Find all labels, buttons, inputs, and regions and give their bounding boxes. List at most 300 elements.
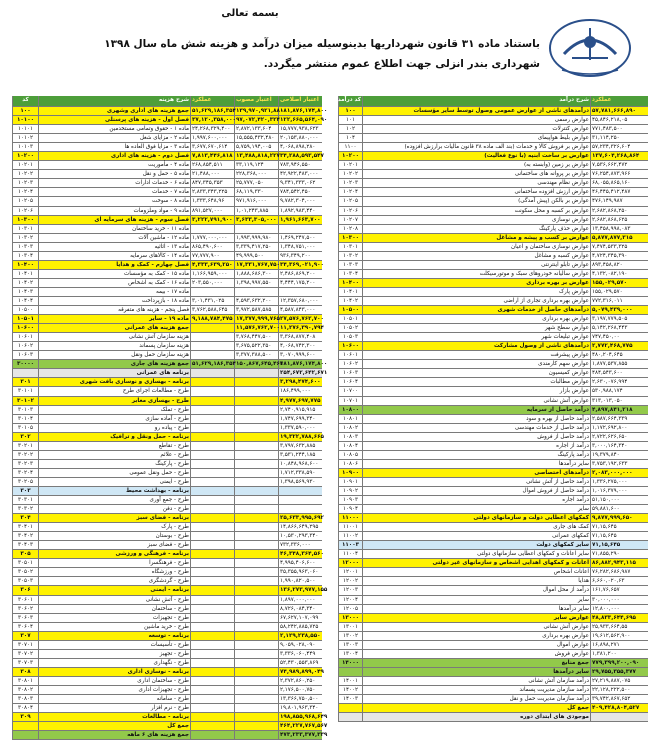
income-row xyxy=(338,270,648,279)
expense-actual-cell xyxy=(190,351,234,359)
income-amount-cell: ۲۷,۲۱۹,۸۸۷,۰۷۵ xyxy=(590,677,648,685)
expense-row xyxy=(12,424,322,433)
expense-approved-cell xyxy=(234,559,278,567)
expense-col-desc: شرح هزینه xyxy=(38,96,190,106)
income-amount-cell: ۵۹,۸۸۱,۶۰۰ xyxy=(590,505,648,513)
income-amount-cell: ۹,۸۷۷,۹۹۹,۶۵۰ xyxy=(590,514,648,522)
expense-actual-cell xyxy=(190,478,234,486)
municipality-logo-icon xyxy=(542,14,638,80)
expense-actual-cell: ۳,۶۷۷,۶۷۰,۶۱۴ xyxy=(190,143,234,151)
income-code-cell: ۱۰۲۰۵ xyxy=(338,197,362,205)
income-code-cell: ۱۰۹۰۳ xyxy=(338,496,362,504)
expense-desc-cell: طرح - آتش نشانی xyxy=(38,596,190,604)
expense-code-cell: ۳۰۳ xyxy=(12,487,38,495)
income-row xyxy=(338,713,648,722)
income-row xyxy=(338,568,648,577)
expense-approved-cell xyxy=(234,650,278,658)
expense-row xyxy=(12,351,322,360)
expense-revised-cell: ۱,۳۹۸,۵۶۹,۹۳۰ xyxy=(278,478,322,486)
income-code-cell: ۱۴۰۰۳ xyxy=(338,695,362,703)
expense-approved-cell xyxy=(234,659,278,667)
income-amount-cell: ۴,۸۹۷,۸۴۱,۲۱۸ xyxy=(590,406,648,414)
income-desc-cell: عوارض آتش نشانی xyxy=(362,397,590,405)
expense-desc-cell: طرح - بوستان xyxy=(38,532,190,540)
expense-actual-cell: ۲۱,۴۸۸,۰۰۰ xyxy=(190,170,234,178)
expense-revised-cell: ۳,۰۷۰,۹۹۹,۶۰۰ xyxy=(278,351,322,359)
expense-actual-cell xyxy=(190,614,234,622)
expense-approved-cell: ۳,۶۳۳,۳۰۵,۰۰۰ xyxy=(236,216,277,223)
expense-approved-cell xyxy=(234,586,278,594)
income-table xyxy=(338,96,648,722)
income-amount-cell: ۵,۸۷۷,۸۷۷,۳۱۵ xyxy=(590,234,648,242)
income-desc-cell: عوارض تبلیغات شهر xyxy=(362,333,590,341)
expense-approved-cell: ۱,۰۱,۲۴۳,۸۸۵ xyxy=(234,207,278,215)
income-row xyxy=(338,297,648,306)
income-row xyxy=(338,143,648,152)
income-desc-cell: درآمد سازمان آتش نشانی xyxy=(362,677,590,685)
expense-row xyxy=(12,722,328,731)
expense-code-cell: ۳۰۵ xyxy=(12,550,38,558)
expense-revised-cell: ۹,۰۵۹,۰۲۸,۰۹۰ xyxy=(278,641,322,649)
expense-row xyxy=(12,216,322,225)
expense-code-cell: ۳۰۳۰۲ xyxy=(12,505,38,513)
income-row xyxy=(338,161,648,170)
income-code-cell: ۱۰۸۰۵ xyxy=(338,451,362,459)
income-row xyxy=(338,360,648,369)
expense-desc-cell: طرح - فضای سبز xyxy=(38,541,190,549)
income-desc-cell: عوارض نوسازی xyxy=(362,216,590,224)
income-code-cell: ۱۰۱ xyxy=(338,116,362,124)
expense-approved-cell: ۲,۸۷۲,۱۳۳,۶۰۴ xyxy=(234,125,278,133)
income-row xyxy=(338,605,648,614)
expense-revised-cell: ۴۶,۳۴۸,۳۶۴,۵۶۰ xyxy=(280,551,324,558)
expense-actual-cell xyxy=(190,433,234,441)
income-amount-cell: ۵,۱۴۲,۲۶۸,۴۴۳ xyxy=(590,324,648,332)
income-amount-cell: ۴۵,۸۴۶,۲۱۸,۰۵ xyxy=(590,116,648,124)
income-row xyxy=(338,207,648,216)
expense-code-cell: ۱۰۱۰۱ xyxy=(12,125,38,133)
expense-actual-cell xyxy=(190,659,234,667)
expense-code-cell: ۱۰۳۰۱ xyxy=(12,225,38,233)
income-code-cell: ۱۰۲۰۰ xyxy=(338,152,362,160)
expense-row xyxy=(12,306,322,315)
income-desc-cell: اعانات اشخاص xyxy=(362,568,590,576)
expense-actual-cell xyxy=(190,288,234,296)
income-amount-cell: ۴۸۴,۵۴۳,۶۰۰ xyxy=(590,369,648,377)
expense-desc-cell: طرح - پارکینگ xyxy=(38,460,190,468)
income-desc-cell: درآمد حاصل از بهره و سود xyxy=(362,415,590,423)
expense-code-cell: ۳۰۶۰۱ xyxy=(12,596,38,604)
expense-revised-cell xyxy=(278,496,322,504)
expense-revised-cell: ۱۴,۸۶۶,۶۴۹,۲۹۵ xyxy=(278,523,322,531)
expense-approved-cell: ۹۷,۰۷۲,۴۲۰,۳۲۴ xyxy=(236,117,280,124)
income-amount-cell: ۱,۳۳۶,۲۷۵,۰۰۰ xyxy=(590,478,648,486)
income-row xyxy=(338,179,648,188)
expense-approved-cell: ۱,۹۹۳,۹۹۹,۹۸۰ xyxy=(234,234,278,242)
income-amount-cell: ۷,۵۳۶,۶۶۲,۴۷۲ xyxy=(590,161,648,169)
income-desc-cell: درآمد حاصل از سرمایه xyxy=(362,406,590,414)
income-code-cell: ۱۳۰۰۴ xyxy=(338,650,362,658)
expense-desc-cell: ماده ۵ - حمل و نقل xyxy=(38,170,190,178)
expense-approved-cell xyxy=(234,641,278,649)
income-desc-cell: عوارض سایر xyxy=(362,614,590,622)
expense-revised-cell: ۳۴,۳۶۹,۰۲۱,۹۰۰ xyxy=(280,261,324,268)
expense-code-cell xyxy=(12,731,38,739)
expense-row xyxy=(12,532,322,541)
expense-actual-cell: ۹,۱۸۸,۷۸۴,۴۷۵ xyxy=(192,316,233,323)
expense-desc-cell: برنامه - ایمنی xyxy=(38,586,190,594)
expense-approved-cell: ۳,۳۷۷,۳۸۸,۵۰۰ xyxy=(234,351,278,359)
expense-approved-cell xyxy=(234,378,278,386)
expense-actual-cell xyxy=(190,333,234,341)
expense-revised-cell: ۱,۷۴۷,۶۹۹,۳۴۰ xyxy=(278,415,322,423)
expense-desc-cell: برنامه - بهسازی و نوسازی بافت شهری xyxy=(38,378,190,386)
expense-actual-cell xyxy=(190,541,234,549)
expense-actual-cell xyxy=(190,342,234,350)
income-code-cell: ۱۰۳۰۲ xyxy=(338,252,362,260)
expense-col-revised: اعتبار اصلاحی xyxy=(278,96,322,106)
income-row xyxy=(338,496,648,505)
expense-approved-cell: ۱۳۹,۹۷۰,۹۲۱,۸۸۰ xyxy=(236,108,284,114)
expense-desc-cell: طرح - تجهیز xyxy=(38,650,190,658)
expense-code-cell: ۳۰۰۰۰ xyxy=(12,360,38,368)
expense-revised-cell: ۲,۴۸۶,۸۶۹,۲۰۰ xyxy=(278,270,322,278)
income-col-amount: عملکرد xyxy=(590,96,648,106)
expense-row xyxy=(12,179,322,188)
expense-approved-cell xyxy=(234,406,278,414)
expense-code-cell: ۳۰۱۰۱ xyxy=(12,387,38,395)
expense-desc-cell: طرح - تملک xyxy=(38,406,190,414)
income-code-cell: ۱۳۰۰۰ xyxy=(338,614,362,622)
income-row xyxy=(338,288,648,297)
expense-approved-cell xyxy=(234,288,278,296)
expense-desc-cell: برنامه - فرهنگی و ورزشی xyxy=(38,550,190,558)
income-amount-cell: ۱۹,۶۱۲,۵۶۲,۹۰۰ xyxy=(590,632,648,640)
expense-desc-cell: هزینه سازمان آتش نشانی xyxy=(38,333,190,341)
expense-approved-cell xyxy=(234,677,278,685)
expense-row xyxy=(12,333,322,342)
expense-desc-cell: ماده ۲ - مزایای شغل xyxy=(38,134,190,142)
expense-row xyxy=(12,713,328,722)
expense-revised-cell: ۱۰,۵۳۰,۲۹۳,۳۴۰ xyxy=(278,532,322,540)
expense-approved-cell xyxy=(234,704,278,712)
expense-code-cell: ۳۰۶۰۳ xyxy=(12,614,38,622)
income-amount-cell: ۲,۶۳۰,۰۷۶,۹۹۴ xyxy=(590,378,648,386)
expense-desc-cell: برنامه - فضای سبز xyxy=(38,514,190,522)
expense-table xyxy=(12,96,328,740)
expense-code-cell: ۱۰۲۰۰ xyxy=(12,152,38,160)
expense-approved-cell: ۴۹,۹۹۹,۵۰۰ xyxy=(234,252,278,260)
expense-revised-cell: ۹,۳۴۱,۳۳۳,۰۶۲ xyxy=(278,179,322,187)
expense-approved-cell: ۱۱,۵۷۶,۷۶۲,۷۰۰ xyxy=(236,325,280,332)
expense-actual-cell: ۵۱,۶۲۹,۱۸۶,۳۵۴ xyxy=(192,108,236,114)
income-desc-cell: عوارض بر بهره برداری xyxy=(362,279,590,287)
expense-actual-cell xyxy=(190,225,234,233)
expense-actual-cell xyxy=(190,387,234,395)
income-row xyxy=(338,596,648,605)
income-code-cell: ۱۳۰۰۲ xyxy=(338,632,362,640)
income-desc-cell: عوارض سطح شهر xyxy=(362,324,590,332)
expense-approved-cell: ۱,۳۹۸,۹۹۷,۵۵۰ xyxy=(234,279,278,287)
expense-row xyxy=(12,523,322,532)
income-row xyxy=(338,523,648,532)
income-amount-cell: ۱۹,۳۷۹,۸۴۰ xyxy=(590,451,648,459)
expense-desc-cell: طرح - ساختمان xyxy=(38,605,190,613)
expense-code-cell: ۱۰۳۰۲ xyxy=(12,234,38,242)
expense-code-cell: ۱۰۶۰۰ xyxy=(12,324,38,332)
income-desc-cell: عوارض آتش نشانی xyxy=(362,623,590,631)
expense-desc-cell: طرح - پارک xyxy=(38,523,190,531)
expense-desc-cell: ماده ۸ - سوخت xyxy=(38,197,190,205)
expense-code-cell: ۳۰۵۰۱ xyxy=(12,559,38,567)
expense-desc-cell: طرح - تجهیزات xyxy=(38,614,190,622)
income-code-cell: ۱۰۵۰۱ xyxy=(338,315,362,323)
expense-approved-cell xyxy=(234,523,278,531)
expense-row xyxy=(12,487,322,496)
expense-desc-cell: ماده ۶ - خدمات ادارات xyxy=(38,179,190,187)
income-code-cell: ۱۴۰۰۲ xyxy=(338,686,362,694)
expense-row xyxy=(12,641,322,650)
expense-approved-cell xyxy=(234,668,278,676)
expense-revised-cell: ۷۸۳,۹۴۶,۵۵۰ xyxy=(278,161,322,169)
expense-desc-cell: طرح - تأسیسات xyxy=(38,641,190,649)
expense-revised-cell: ۱,۳۴۸,۷۵۱,۰۰۰ xyxy=(278,243,322,251)
expense-revised-cell: ۱,۸۹۷,۰۰۰,۰۰۰ xyxy=(278,596,322,604)
expense-desc-cell: جمع هزینه های اداری وشهری xyxy=(38,107,190,115)
expense-approved-cell: ۹۷۱,۹۱۶,۰۰۰ xyxy=(234,197,278,205)
income-desc-cell: عوارض بهره برداری تجاری از اراضی xyxy=(362,297,590,305)
expense-row xyxy=(12,605,322,614)
expense-desc-cell: ماده ۹ - مواد وملزومات xyxy=(38,207,190,215)
income-code-cell: ۱۱۰۰۴ xyxy=(338,550,362,558)
income-desc-cell: درآمدهای اختصاصی xyxy=(362,469,590,477)
expense-code-cell: ۱۰۲۰۱ xyxy=(12,161,38,169)
income-code-cell: ۱۱۰۰۰ xyxy=(338,514,362,522)
income-amount-cell: ۷۷۹,۳۹۹,۲۰۰,۰۹۰ xyxy=(590,659,648,667)
expense-actual-cell xyxy=(190,451,234,459)
expense-code-cell xyxy=(12,369,38,377)
expense-code-cell: ۱۰۴۰۳ xyxy=(12,288,38,296)
income-desc-cell: درآمد از محل اموال xyxy=(362,586,590,594)
expense-row xyxy=(12,559,322,568)
income-amount-cell: ۱۵۵,۰۲۹,۵۷۰ xyxy=(590,279,648,287)
income-desc-cell: سایر درآمدها xyxy=(362,460,590,468)
income-desc-cell: سایر xyxy=(362,596,590,604)
expense-revised-cell: ۱۱,۲۷۶,۳۹۰,۷۹۴ xyxy=(280,325,324,332)
expense-row xyxy=(12,677,322,686)
income-row xyxy=(338,586,648,595)
expense-revised-cell xyxy=(278,288,322,296)
expense-actual-cell: ۷,۸۱۳,۴۴۶,۸۱۸ xyxy=(192,153,233,160)
income-amount-cell: ۳,۷۵۳,۱۹۲,۶۳۳ xyxy=(590,460,648,468)
income-code-cell: ۱۰۶۰۱ xyxy=(338,351,362,359)
income-desc-cell: جمع کل xyxy=(362,704,590,712)
expense-row xyxy=(12,415,322,424)
income-amount-cell: ۷۱,۱۵,۶۴۵ xyxy=(590,541,648,549)
expense-code-cell: ۱۰۲۰۲ xyxy=(12,170,38,178)
expense-row xyxy=(12,397,322,406)
income-code-cell: ۱۰۸۰۴ xyxy=(338,442,362,450)
expense-actual-cell: ۲۰۳,۵۵۰,۰۰۰ xyxy=(190,279,234,287)
income-code-cell: ۱۰۲۰۲ xyxy=(338,170,362,178)
expense-desc-cell: فصل چهارم - کمک و هدایا xyxy=(38,261,190,269)
income-code-cell: ۱۱۰۰۱ xyxy=(338,523,362,531)
income-code-cell: ۱۱۰۰ xyxy=(338,143,362,151)
expense-revised-cell: ۱,۷۱۲,۳۳۸,۵۹۰ xyxy=(278,469,322,477)
expense-revised-cell: ۳,۵۳۱,۲۴۴,۱۸۵ xyxy=(278,451,322,459)
income-desc-cell: جمع منابع xyxy=(362,659,590,667)
income-desc-cell: موجودی های ابتدای دوره xyxy=(362,713,590,721)
expense-row xyxy=(12,659,322,668)
expense-desc-cell: ماده ۱۷ - بیمه xyxy=(38,288,190,296)
expense-row xyxy=(12,695,322,704)
expense-revised-cell: ۱۹۸,۸۵۵,۹۶۸,۶۴۹ xyxy=(280,714,328,721)
expense-approved-cell xyxy=(234,532,278,540)
expense-row xyxy=(12,568,322,577)
expense-actual-cell xyxy=(190,586,234,594)
income-desc-cell: عوارض ارزش افزوده ساختمانی xyxy=(362,188,590,196)
income-desc-cell: هدایا xyxy=(362,577,590,585)
expense-approved-cell xyxy=(234,442,278,450)
expense-desc-cell: هزینه سازمان پسماند xyxy=(38,342,190,350)
income-row xyxy=(338,170,648,179)
income-desc-cell: عوارض پارک xyxy=(362,288,590,296)
expense-code-cell: ۱۰۴۰۱ xyxy=(12,270,38,278)
expense-row xyxy=(12,143,322,152)
expense-approved-cell: ۱,۸۸۸,۶۸۶,۳۰۰ xyxy=(234,270,278,278)
expense-code-cell: ۳۰۱۰۳ xyxy=(12,406,38,414)
expense-row xyxy=(12,505,322,514)
expense-code-cell: ۳۰۲ xyxy=(12,433,38,441)
expense-code-cell: ۳۰۱۰۲ xyxy=(12,397,38,405)
income-code-cell: ۱۲۰۰۳ xyxy=(338,586,362,594)
income-code-cell: ۱۱۰۰۲ xyxy=(338,532,362,540)
income-row xyxy=(338,632,648,641)
expense-approved-cell xyxy=(234,514,278,522)
income-amount-cell: ۱۶۱,۷۶,۶۵۷ xyxy=(590,586,648,594)
expense-row xyxy=(12,577,322,586)
expense-approved-cell xyxy=(234,695,278,703)
expense-desc-cell: فصل سوم - هزینه های سرمایه ای xyxy=(38,216,190,224)
income-amount-cell: ۴۸۰,۲۰۴,۶۴۵ xyxy=(590,351,648,359)
income-desc-cell: عوارض بر کسبه و محل سکونت xyxy=(362,207,590,215)
income-amount-cell: ۷۷۲,۳۱۶,۰۱۱ xyxy=(590,297,648,305)
expense-actual-cell xyxy=(190,650,234,658)
expense-desc-cell: طرح - ساختمان اداری xyxy=(38,677,190,685)
income-code-cell: ۱۳۰۰۳ xyxy=(338,641,362,649)
expense-approved-cell xyxy=(234,722,278,730)
expense-revised-cell: ۴,۵۸۷,۸۴۳,۰۰۰ xyxy=(278,306,322,314)
income-row xyxy=(338,397,648,406)
expense-row xyxy=(12,360,328,369)
expense-actual-cell xyxy=(190,713,234,721)
income-row xyxy=(338,695,648,704)
income-desc-cell: عوارض رسمی xyxy=(362,116,590,124)
expense-revised-cell: ۳,۳۶۸,۸۷۷,۴۰۸ xyxy=(278,333,322,341)
expense-revised-cell: ۳۵,۳۵۵,۹۶۳,۰۶۰ xyxy=(278,568,322,576)
income-desc-cell: عوارض سالیانه خودروهای سبک و موتورسیکلت xyxy=(362,270,590,278)
income-row xyxy=(338,188,648,197)
expense-actual-cell xyxy=(190,704,234,712)
income-amount-cell: ۱۶,۸۹۸,۲۷۱ xyxy=(590,641,648,649)
income-amount-cell: ۳۹,۷۴۲,۸۶۷,۶۵۲ xyxy=(590,695,648,703)
income-code-cell: ۱۰۲۰۴ xyxy=(338,188,362,196)
expense-row xyxy=(12,152,322,161)
income-row xyxy=(338,650,648,659)
income-desc-cell: سایر اعانات و کمکهای اعطایی سازمانهای دولتی xyxy=(362,550,590,558)
expense-desc-cell: برنامه - نوسازی اداری xyxy=(38,668,190,676)
income-desc-cell: عوارض بازار xyxy=(362,387,590,395)
expense-approved-cell: ۳,۹۷۲,۵۸۷,۵۸۵ xyxy=(234,306,278,314)
expense-actual-cell xyxy=(190,686,234,694)
expense-approved-cell xyxy=(234,460,278,468)
expense-row xyxy=(12,650,322,659)
expense-row xyxy=(12,261,322,270)
income-code-cell: ۱۴۰۰۱ xyxy=(338,677,362,685)
expense-revised-cell: ۱۸۶,۴۹۹,۰۰۰ xyxy=(278,387,322,395)
income-amount-cell: ۱,۰۱۶,۳۷۹,۰۰۰ xyxy=(590,487,648,495)
expense-approved-cell: ۴,۵۹۳,۶۳۲,۲۰۰ xyxy=(234,297,278,305)
expense-row xyxy=(12,161,322,170)
income-desc-cell: درآمدهای ناشی از وصول مشارکت xyxy=(362,342,590,350)
income-code-cell: ۱۰۲ xyxy=(338,125,362,133)
expense-approved-cell xyxy=(234,541,278,549)
expense-row xyxy=(12,686,322,695)
expense-actual-cell: ۲۴,۲۶۸,۳۲۹,۴۰۰ xyxy=(190,125,234,133)
income-row xyxy=(338,351,648,360)
expense-row xyxy=(12,369,328,378)
expense-approved-cell xyxy=(234,369,278,377)
expense-code-cell: ۳۰۹ xyxy=(12,713,38,721)
expense-desc-cell: طرح - آماده سازی xyxy=(38,415,190,423)
income-desc-cell: درآمدهای ناشی از عوارض عمومی وصول توسط سایر مؤسسات xyxy=(362,107,590,115)
expense-desc-cell: طرح - حمل ونقل عمومی xyxy=(38,469,190,477)
expense-desc-cell: طرح - تجهیزات اداری xyxy=(38,686,190,694)
income-amount-cell: ۷۷۱,۴۸۳,۵۰۰ xyxy=(590,125,648,133)
expense-code-cell: ۱۰۵۰۰ xyxy=(12,306,38,314)
expense-actual-cell xyxy=(190,568,234,576)
expense-desc-cell: فصل دوم - هزینه های اداری xyxy=(38,152,190,160)
income-row xyxy=(338,134,648,143)
expense-revised-cell: ۷۳۲,۳۳۶,۰۰۰ xyxy=(278,541,322,549)
expense-row xyxy=(12,378,322,387)
expense-desc-cell: ماده ۳ - مزایا فوق العاده ها xyxy=(38,143,190,151)
expense-revised-cell: ۱۸۱,۸۷۶,۱۷۴,۸۰۰ xyxy=(280,108,328,114)
income-amount-cell: ۷,۴۷۴,۵۳۳,۳۲۵ xyxy=(590,243,648,251)
expense-revised-cell: ۱۳۶,۲۷۳,۹۷۷,۱۵۵ xyxy=(280,587,328,594)
expense-desc-cell: ماده ۱۶ - کمک به اشخاص xyxy=(38,279,190,287)
income-amount-cell: ۲,۷۲۲,۶۲۶,۶۵۰ xyxy=(590,433,648,441)
income-code-cell: ۱۴۰۰۰ xyxy=(338,659,362,667)
expense-row xyxy=(12,234,322,243)
income-header-row xyxy=(338,96,648,107)
income-amount-cell: ۷۶,۲۸۲,۶۸۶,۹۸۷ xyxy=(590,568,648,576)
income-code-cell: ۱۰۶۰۲ xyxy=(338,360,362,368)
income-row xyxy=(338,387,648,396)
expense-revised-cell: ۳,۳۳۶,۰۶۰,۴۴۹ xyxy=(278,650,322,658)
income-amount-cell: ۲۹,۷۵۵,۳۵۵,۳۷۷ xyxy=(590,668,648,676)
expense-revised-cell: ۱۳,۳۶۶,۷۵۰,۵۰۰ xyxy=(278,695,322,703)
income-amount-cell: ۱,۸۷۷,۵۳۷,۸۵۵ xyxy=(590,360,648,368)
income-desc-cell: درآمدهای حاصل از خدمات شهری xyxy=(362,306,590,314)
expense-actual-cell xyxy=(190,514,234,522)
income-desc-cell: کمک های جاری xyxy=(362,523,590,531)
expense-revised-cell: ۱۸۱,۸۷۶,۱۷۴,۸۰۰ xyxy=(280,361,328,368)
expense-revised-cell: ۳,۷۹۷,۶۳۲,۸۸۵ xyxy=(278,442,322,450)
expense-approved-cell: ۲۲۸,۳۶۸,۰۰۰ xyxy=(234,170,278,178)
expense-desc-cell: جمع کل xyxy=(38,722,190,730)
expense-code-cell: ۱۰۴۰۲ xyxy=(12,279,38,287)
